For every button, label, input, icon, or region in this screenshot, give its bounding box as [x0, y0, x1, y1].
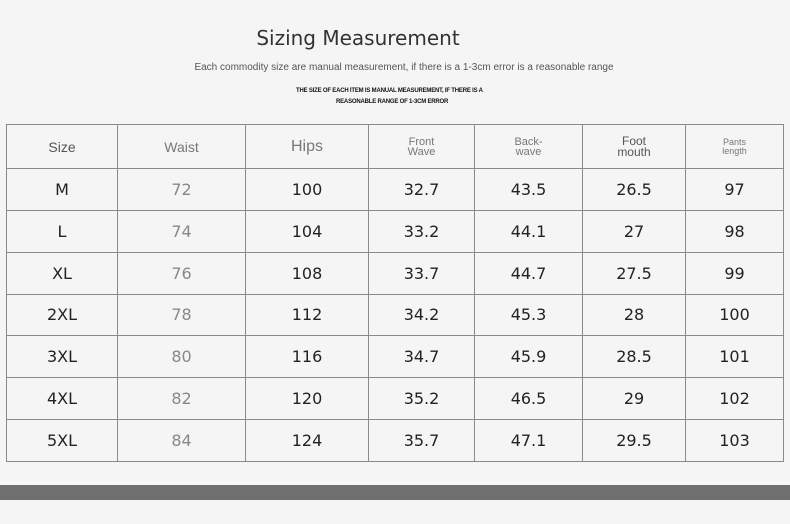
- cell-back-wave: 43.5: [475, 169, 583, 211]
- cell-hips: 104: [246, 210, 369, 252]
- table-row: [7, 336, 784, 378]
- cell-front-wave: 34.7: [369, 336, 475, 378]
- header-pants-length-line-1: Pants: [722, 136, 746, 147]
- cell-back-wave: 45.9: [475, 336, 583, 378]
- subtitle: Each commodity size are manual measurement, if there is a 1-3cm error is a reasonable range: [194, 62, 614, 73]
- cell-front-wave: 33.2: [369, 210, 475, 252]
- cell-foot-mouth: 28: [583, 294, 686, 336]
- note-line-1: THE SIZE OF EACH ITEM IS MANUAL MEASUREMENT, IF THERE IS A: [296, 88, 483, 94]
- header-back-wave-line-1: Back-: [514, 135, 543, 148]
- cell-waist: 76: [118, 252, 246, 294]
- header-front-wave-line-1: Front: [408, 135, 435, 148]
- cell-waist: 72: [118, 169, 246, 211]
- cell-front-wave: 32.7: [369, 169, 475, 211]
- cell-waist: 82: [118, 378, 246, 420]
- cell-pants-length: 100: [686, 294, 784, 336]
- cell-front-wave: 35.2: [369, 378, 475, 420]
- cell-foot-mouth: 28.5: [583, 336, 686, 378]
- cell-size: 2XL: [7, 294, 118, 336]
- table-row: [7, 420, 784, 462]
- cell-pants-length: 101: [686, 336, 784, 378]
- cell-size: L: [7, 210, 118, 252]
- cell-pants-length: 98: [686, 210, 784, 252]
- header-back-wave-line-2: wave: [515, 145, 542, 158]
- cell-size: 4XL: [7, 378, 118, 420]
- header-size: Size: [7, 125, 118, 169]
- cell-hips: 112: [246, 294, 369, 336]
- header-foot-mouth: [583, 125, 686, 169]
- cell-back-wave: 47.1: [475, 420, 583, 462]
- cell-hips: 120: [246, 378, 369, 420]
- cell-hips: 100: [246, 169, 369, 211]
- cell-pants-length: 103: [686, 420, 784, 462]
- footer-bar: [0, 485, 790, 500]
- cell-size: M: [7, 169, 118, 211]
- page-title: Sizing Measurement: [256, 26, 460, 50]
- header-waist: Waist: [118, 125, 246, 169]
- cell-foot-mouth: 26.5: [583, 169, 686, 211]
- cell-foot-mouth: 29.5: [583, 420, 686, 462]
- cell-back-wave: 44.7: [475, 252, 583, 294]
- cell-pants-length: 99: [686, 252, 784, 294]
- header-front-wave-line-2: Wave: [407, 145, 436, 158]
- cell-waist: 80: [118, 336, 246, 378]
- table-row: [7, 378, 784, 420]
- header-front-wave: [369, 125, 475, 169]
- note-line-2: REASONABLE RANGE OF 1-3CM ERROR: [336, 99, 449, 105]
- table-row: [7, 210, 784, 252]
- cell-hips: 108: [246, 252, 369, 294]
- table-row: [7, 252, 784, 294]
- table-header-row: [7, 125, 784, 169]
- table-row: [7, 169, 784, 211]
- header-foot-mouth-line-2: mouth: [617, 144, 651, 159]
- header-foot-mouth-line-1: Foot: [621, 133, 646, 148]
- cell-back-wave: 45.3: [475, 294, 583, 336]
- measurement-note: [296, 86, 536, 108]
- cell-size: 3XL: [7, 336, 118, 378]
- cell-hips: 124: [246, 420, 369, 462]
- cell-foot-mouth: 27: [583, 210, 686, 252]
- cell-front-wave: 34.2: [369, 294, 475, 336]
- header-hips: Hips: [246, 125, 369, 169]
- cell-pants-length: 97: [686, 169, 784, 211]
- cell-back-wave: 46.5: [475, 378, 583, 420]
- cell-front-wave: 33.7: [369, 252, 475, 294]
- cell-hips: 116: [246, 336, 369, 378]
- table-row: [7, 294, 784, 336]
- size-chart-table: [6, 124, 784, 462]
- cell-size: XL: [7, 252, 118, 294]
- cell-back-wave: 44.1: [475, 210, 583, 252]
- cell-waist: 74: [118, 210, 246, 252]
- cell-pants-length: 102: [686, 378, 784, 420]
- cell-foot-mouth: 29: [583, 378, 686, 420]
- header-pants-length-line-2: length: [722, 145, 747, 156]
- cell-foot-mouth: 27.5: [583, 252, 686, 294]
- header-pants-length: [686, 125, 784, 169]
- cell-size: 5XL: [7, 420, 118, 462]
- cell-front-wave: 35.7: [369, 420, 475, 462]
- cell-waist: 78: [118, 294, 246, 336]
- header-back-wave: [475, 125, 583, 169]
- cell-waist: 84: [118, 420, 246, 462]
